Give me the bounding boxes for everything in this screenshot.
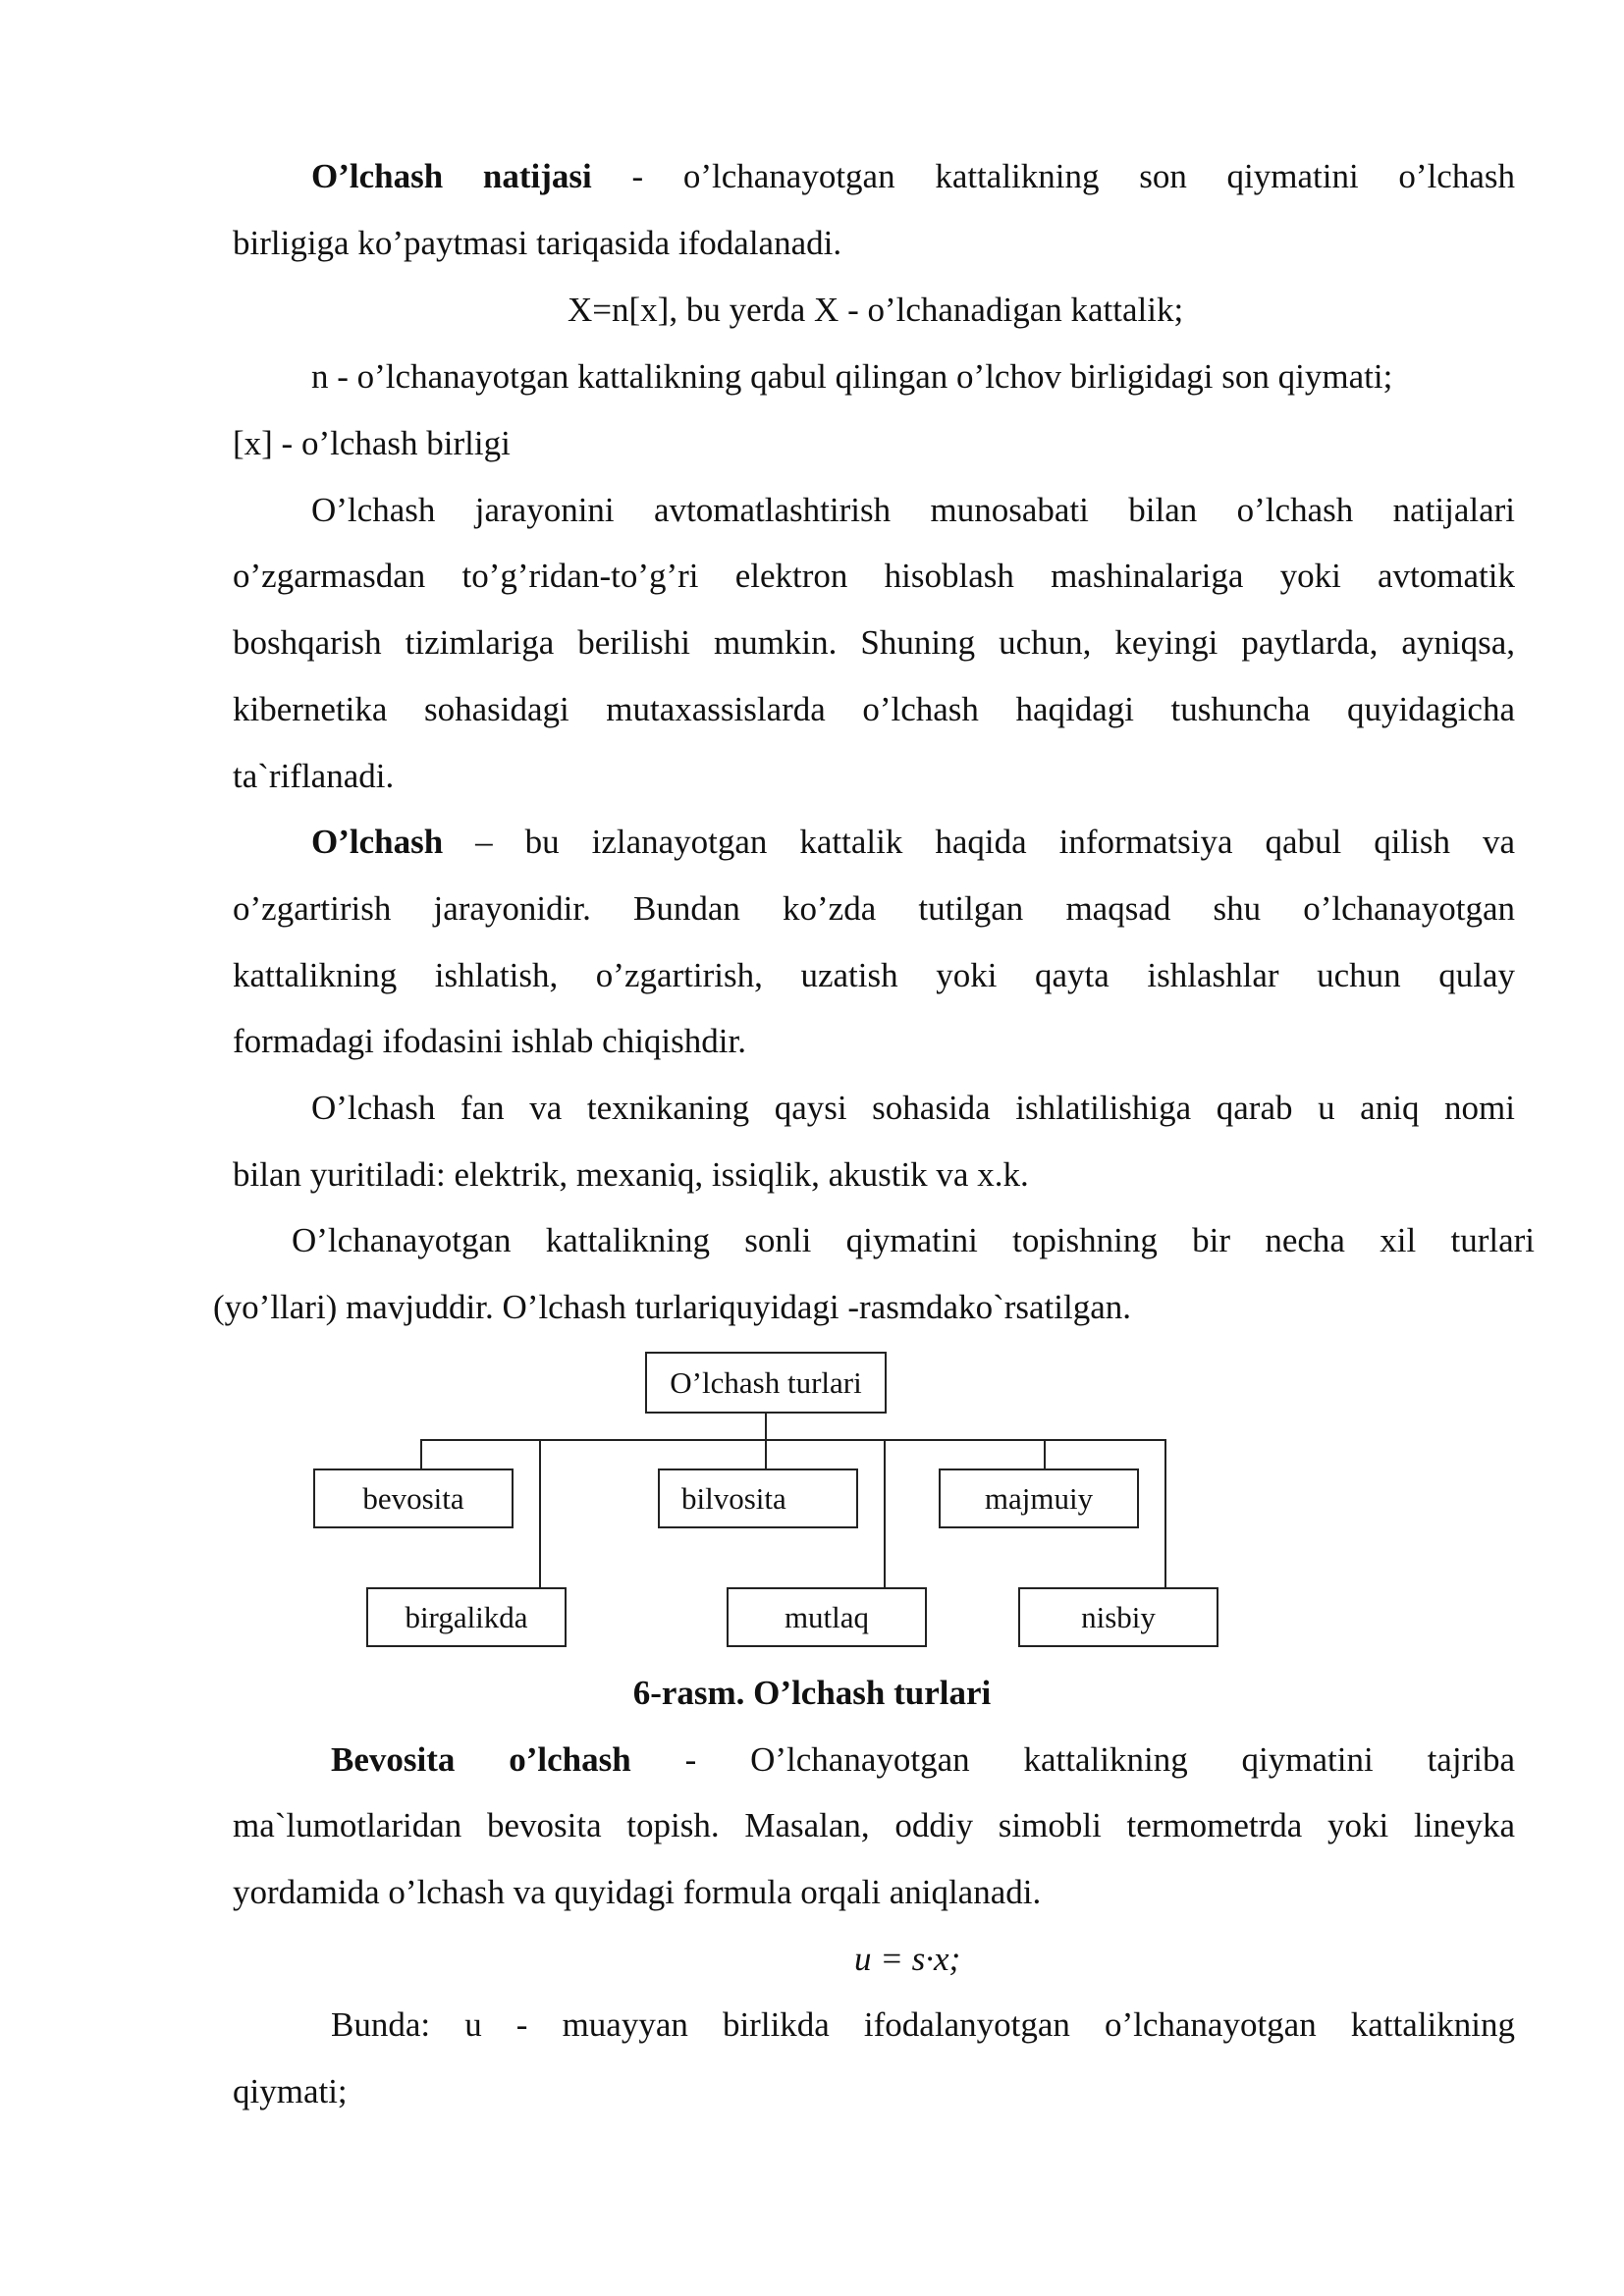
diagram-connector [884,1439,886,1588]
paragraph-bunda-line2: qiymati; [233,2072,348,2110]
diagram-box-birgalikda: birgalikda [366,1587,567,1647]
paragraph-automation-line5: ta`riflanadi. [233,757,395,795]
paragraph-olchash-line3: kattalikning ishlatish, o’zgartirish, uzatish yoki qayta ishlashlar uchun qulay [233,956,1515,994]
figure-caption: 6-rasm. O’lchash turlari [632,1674,992,1712]
diagram-box-mutlaq: mutlaq [727,1587,927,1647]
definition-n: n - o’lchanayotgan kattalikning qabul qilingan o’lchov birligidagi son qiymati; [311,357,1393,396]
diagram-connector [420,1439,422,1469]
paragraph-direct-line3: yordamida o’lchash va quyidagi formula orqali aniqlanadi. [233,1873,1042,1911]
paragraph-automation-line1: O’lchash jarayonini avtomatlashtirish munosabati bilan o’lchash natijalari [311,491,1515,529]
term-olchash: O’lchash [311,823,444,861]
paragraph-direct-line2: ma`lumotlaridan bevosita topish. Masalan, oddiy simobli termometrda yoki lineyka [233,1806,1515,1844]
paragraph-olchash-line1: O’lchash – bu izlanayotgan kattalik haqida informatsiya qabul qilish va [311,823,1515,861]
diagram-box-nisbiy: nisbiy [1018,1587,1218,1647]
paragraph-result-line2: birligiga ko’paytmasi tariqasida ifodalanadi. [233,224,842,262]
diagram-connector [1044,1439,1046,1469]
paragraph-bunda-line1: Bunda: u - muayyan birlikda ifodalanyotgan o’lchanayotgan kattalikning [331,2005,1515,2044]
diagram-connector [539,1439,541,1588]
diagram-connector [420,1439,1165,1441]
paragraph-result-line1: O’lchash natijasi - o’lchanayotgan kattalikning son qiymatini o’lchash [311,157,1515,195]
diagram-connector [1164,1439,1166,1588]
formula-x-expr: X=n[x], [568,291,678,329]
diagram-connector [765,1439,767,1469]
formula-x-desc: bu yerda X - o’lchanadigan kattalik; [677,291,1184,329]
paragraph-direct-line1: Bevosita o’lchash - O’lchanayotgan kattalikning qiymatini tajriba [331,1740,1515,1779]
term-olchash-natijasi: O’lchash natijasi [311,157,592,195]
definition-x: [x] - o’lchash birligi [233,424,511,462]
paragraph-olchash-line2: o’zgartirish jarayonidir. Bundan ko’zda tutilgan maqsad shu o’lchanayotgan [233,889,1515,928]
paragraph-fields-line2: bilan yuritiladi: elektrik, mexaniq, issiqlik, akustik va x.k. [233,1155,1029,1194]
diagram-box-bilvosita: bilvosita [658,1468,858,1528]
paragraph-automation-line3: boshqarish tizimlariga berilishi mumkin. Shuning uchun, keyingi paytlarda, ayniqsa, [233,623,1515,662]
formula-x-definition [568,291,1183,330]
diagram-connector [765,1414,767,1440]
paragraph-fields-line1: O’lchash fan va texnikaning qaysi sohasida ishlatilishiga qarab u aniq nomi [311,1089,1515,1127]
diagram-box-bevosita: bevosita [313,1468,514,1528]
paragraph-automation-line2: o’zgarmasdan to’g’ridan-to’g’ri elektron hisoblash mashinalariga yoki avtomatik [233,557,1515,595]
diagram-box-majmuiy: majmuiy [939,1468,1139,1528]
paragraph-automation-line4: kibernetika sohasidagi mutaxassislarda o’lchash haqidagi tushuncha quyidagicha [233,690,1515,728]
term-bevosita-olchash: Bevosita o’lchash [331,1740,631,1779]
paragraph-types-line1: O’lchanayotgan kattalikning sonli qiymatini topishning bir necha xil turlari [292,1221,1535,1259]
paragraph-types-line2: (yo’llari) mavjuddir. O’lchash turlariquyidagi -rasmdako`rsatilgan. [213,1288,1132,1326]
diagram-root-box: O’lchash turlari [645,1352,887,1414]
formula-u: u = s·x; [854,1940,961,1978]
paragraph-olchash-line4: formadagi ifodasini ishlab chiqishdir. [233,1022,746,1060]
